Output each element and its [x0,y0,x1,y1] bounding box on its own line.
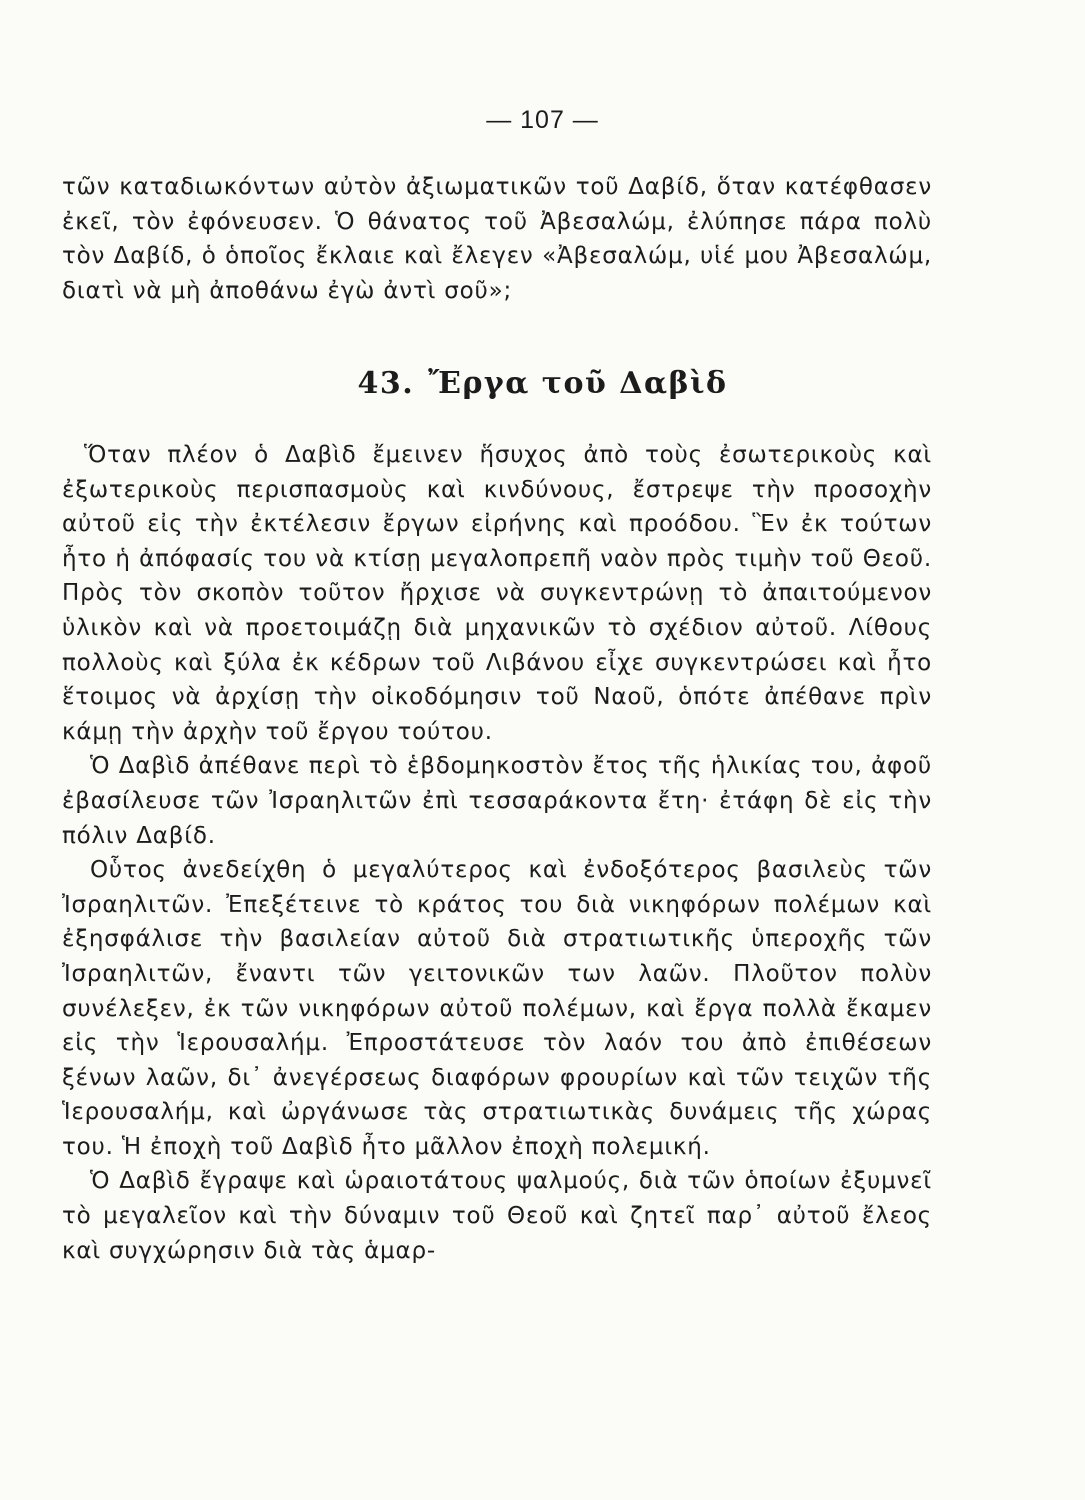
paragraph: Ὁ Δαβὶδ ἔγραψε καὶ ὡραιοτάτους ψαλμούς, διὰ τῶν ὁποίων ἐξυμνεῖ τὸ μεγαλεῖον καὶ τὴν δύναμιν τοῦ Θεοῦ καὶ ζητεῖ παρ᾿ αὐτοῦ ἔλεος καὶ συγχώρησιν διὰ τὰς ἁμαρ- [62,1168,932,1264]
paragraph: Ὁ Δαβὶδ ἀπέθανε περὶ τὸ ἑβδομηκοστὸν ἔτος τῆς ἡλικίας του, ἀφοῦ ἐβασίλευσε τῶν Ἰσραηλιτῶν ἐπὶ τεσσαράκοντα ἔτη· ἐτάφη δὲ εἰς τὴν πόλιν Δαβίδ. [62,753,932,849]
page-number: — 107 — [486,106,599,134]
intro-paragraph: τῶν καταδιωκόντων αὐτὸν ἀξιωματικῶν τοῦ Δαβίδ, ὅταν κατέφθασεν ἐκεῖ, τὸν ἐφόνευσεν. Ὁ θάνατος τοῦ Ἀβεσαλώμ, ἐλύπησε πάρα πολὺ τὸν Δαβίδ, ὁ ὁποῖος ἔκλαιε καὶ ἔλεγεν «Ἀβεσαλώμ, υἱέ μου Ἀβεσαλώμ, διατὶ νὰ μὴ ἀποθάνω ἐγὼ ἀντὶ σοῦ»; [62,174,932,304]
paragraph: Ὅταν πλέον ὁ Δαβὶδ ἔμεινεν ἥσυχος ἀπὸ τοὺς ἐσωτερικοὺς καὶ ἐξωτερικοὺς περισπασμοὺς καὶ κινδύνους, ἔστρεψε τὴν προσοχὴν αὐτοῦ εἰς τὴν ἐκτέλεσιν ἔργων εἰρήνης καὶ προόδου. Ἓν ἐκ τούτων ἦτο ἡ ἀπόφασίς του νὰ κτίσῃ μεγαλοπρεπῆ ναὸν πρὸς τιμὴν τοῦ Θεοῦ. Πρὸς τὸν σκοπὸν τοῦτον ἤρχισε νὰ συγκεντρώνῃ τὸ ἀπαιτούμενον ὑλικὸν καὶ νὰ προετοιμάζῃ διὰ μηχανικῶν τὸ σχέδιον αὐτοῦ. Λίθους πολλοὺς καὶ ξύλα ἐκ κέδρων τοῦ Λιβάνου εἶχε συγκεντρώσει καὶ ἦτο ἕτοιμος νὰ ἀρχίσῃ τὴν οἰκοδόμησιν τοῦ Ναοῦ, ὁπότε ἀπέθανε πρὶν κάμῃ τὴν ἀρχὴν τοῦ ἔργου τούτου. [62,442,932,745]
section-number: 43. [357,366,415,401]
section-title: Ἔργα τοῦ Δαβὶδ [428,366,728,401]
paragraph: Οὗτος ἀνεδείχθη ὁ μεγαλύτερος καὶ ἐνδοξότερος βασιλεὺς τῶν Ἰσραηλιτῶν. Ἐπεξέτεινε τὸ κράτος του διὰ νικηφόρων πολέμων καὶ ἐξησφάλισε τὴν βασιλείαν αὐτοῦ διὰ στρατιωτικῆς ὑπεροχῆς τῶν Ἰσραηλιτῶν, ἔναντι τῶν γειτονικῶν των λαῶν. Πλοῦτον πολὺν συνέλεξεν, ἐκ τῶν νικηφόρων αὐτοῦ πολέμων, καὶ ἔργα πολλὰ ἔκαμεν εἰς τὴν Ἱερουσαλήμ. Ἐπροστάτευσε τὸν λαόν του ἀπὸ ἐπιθέσεων ξένων λαῶν, δι᾿ ἀνεγέρσεως διαφόρων φρουρίων καὶ τῶν τειχῶν τῆς Ἱερουσαλήμ, καὶ ὠργάνωσε τὰς στρατιωτικὰς δυνάμεις τῆς χώρας του. Ἡ ἐποχὴ τοῦ Δαβὶδ ἦτο μᾶλλον ἐποχὴ πολεμική. [62,857,932,1160]
section-body [62,438,932,1268]
section-heading [0,366,1085,401]
